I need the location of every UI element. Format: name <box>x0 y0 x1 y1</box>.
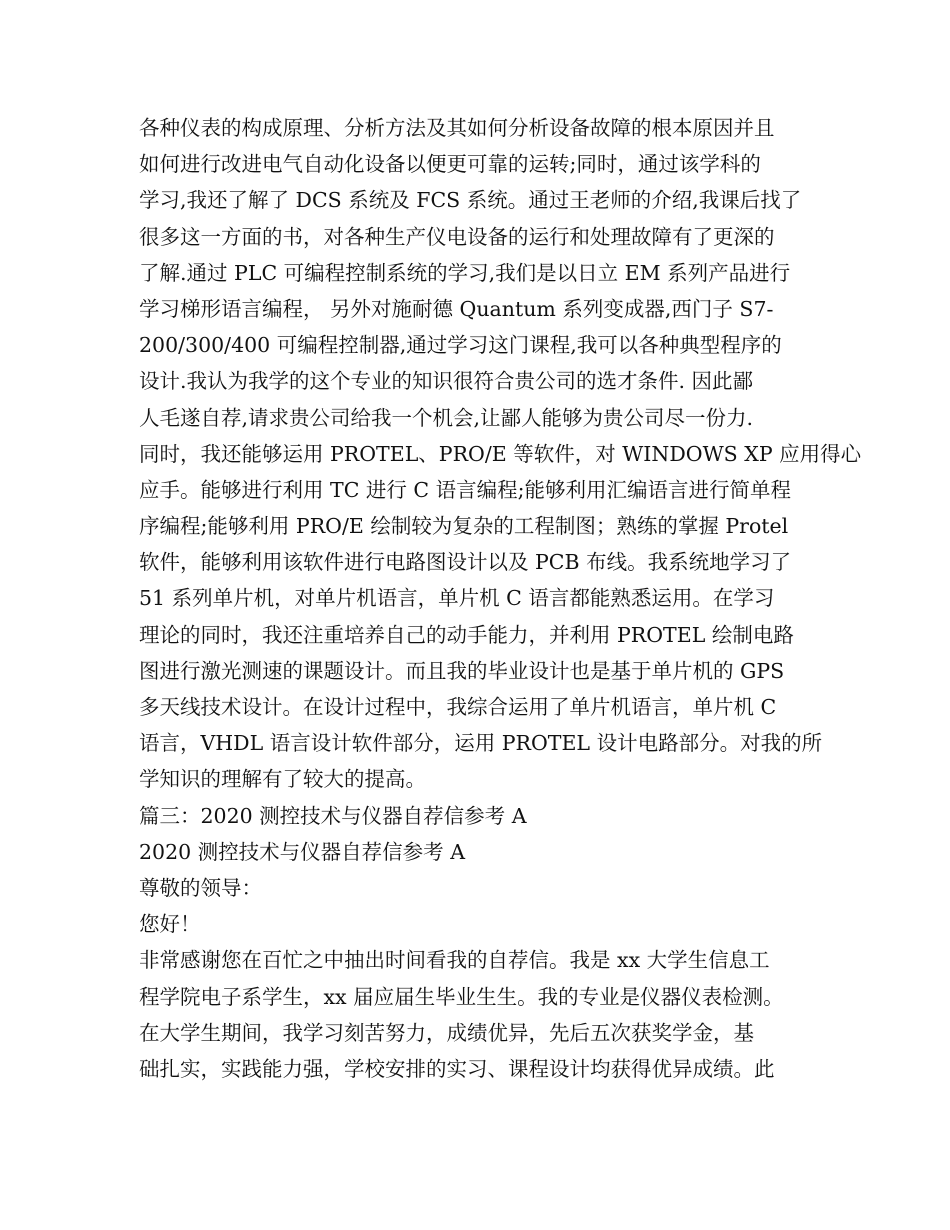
text-line: 程学院电子系学生，xx 届应届生毕业生生。我的专业是仪器仪表检测。 <box>139 984 784 1009</box>
document-body <box>139 110 862 1087</box>
text-line: 语言，VHDL 语言设计软件部分，运用 PROTEL 设计电路部分。对我的所 <box>139 731 823 756</box>
text-line: 200/300/400 可编程控制器,通过学习这门课程,我可以各种典型程序的 <box>139 333 782 358</box>
text-line: 软件，能够利用该软件进行电路图设计以及 PCB 布线。我系统地学习了 <box>139 550 792 575</box>
text-line: 如何进行改进电气自动化设备以便更可靠的运转;同时，通过该学科的 <box>139 152 761 177</box>
text-line: 了解.通过 PLC 可编程控制系统的学习,我们是以日立 EM 系列产品进行 <box>139 260 791 285</box>
text-line: 同时，我还能够运用 PROTEL、PRO/E 等软件，对 WINDOWS XP 应用得心 <box>139 441 862 466</box>
text-line: 学知识的理解有了较大的提高。 <box>139 767 426 792</box>
text-line: 序编程;能够利用 PRO/E 绘制较为复杂的工程制图；熟练的掌握 Protel <box>139 514 789 539</box>
text-line: 础扎实，实践能力强，学校安排的实习、课程设计均获得优异成绩。此 <box>139 1056 775 1081</box>
letter-salutation: 尊敬的领导： <box>139 875 262 900</box>
text-line: 应手。能够进行利用 TC 进行 C 语言编程;能够利用汇编语言进行简单程 <box>139 477 792 502</box>
text-line: 各种仪表的构成原理、分析方法及其如何分析设备故障的根本原因并且 <box>139 116 775 140</box>
text-line: 非常感谢您在百忙之中抽出时间看我的自荐信。我是 xx 大学生信息工 <box>139 948 770 973</box>
text-line: 理论的同时，我还注重培养自己的动手能力，并利用 PROTEL 绘制电路 <box>139 622 794 647</box>
text-line: 多天线技术设计。在设计过程中，我综合运用了单片机语言，单片机 C <box>139 695 777 719</box>
text-line: 学习梯形语言编程， 另外对施耐德 Quantum 系列变成器,西门子 S7- <box>139 296 774 321</box>
text-line: 51 系列单片机，对单片机语言，单片机 C 语言都能熟悉运用。在学习 <box>139 586 775 611</box>
text-line: 学习,我还了解了 DCS 系统及 FCS 系统。通过王老师的介绍,我课后找了 <box>139 188 802 213</box>
text-line: 设计.我认为我学的这个专业的知识很符合贵公司的选才条件. 因此鄙 <box>139 369 754 394</box>
text-line: 人毛遂自荐,请求贵公司给我一个机会,让鄙人能够为贵公司尽一份力. <box>139 405 754 430</box>
letter-greeting: 您好！ <box>139 912 201 937</box>
text-line: 很多这一方面的书，对各种生产仪电设备的运行和处理故障有了更深的 <box>139 224 775 249</box>
section-heading: 篇三：2020 测控技术与仪器自荐信参考 A <box>139 803 527 828</box>
text-line: 图进行激光测速的课题设计。而且我的毕业设计也是基于单片机的 GPS <box>139 658 785 683</box>
letter-title: 2020 测控技术与仪器自荐信参考 A <box>139 839 466 864</box>
text-line: 在大学生期间，我学习刻苦努力，成绩优异，先后五次获奖学金，基 <box>139 1020 754 1045</box>
